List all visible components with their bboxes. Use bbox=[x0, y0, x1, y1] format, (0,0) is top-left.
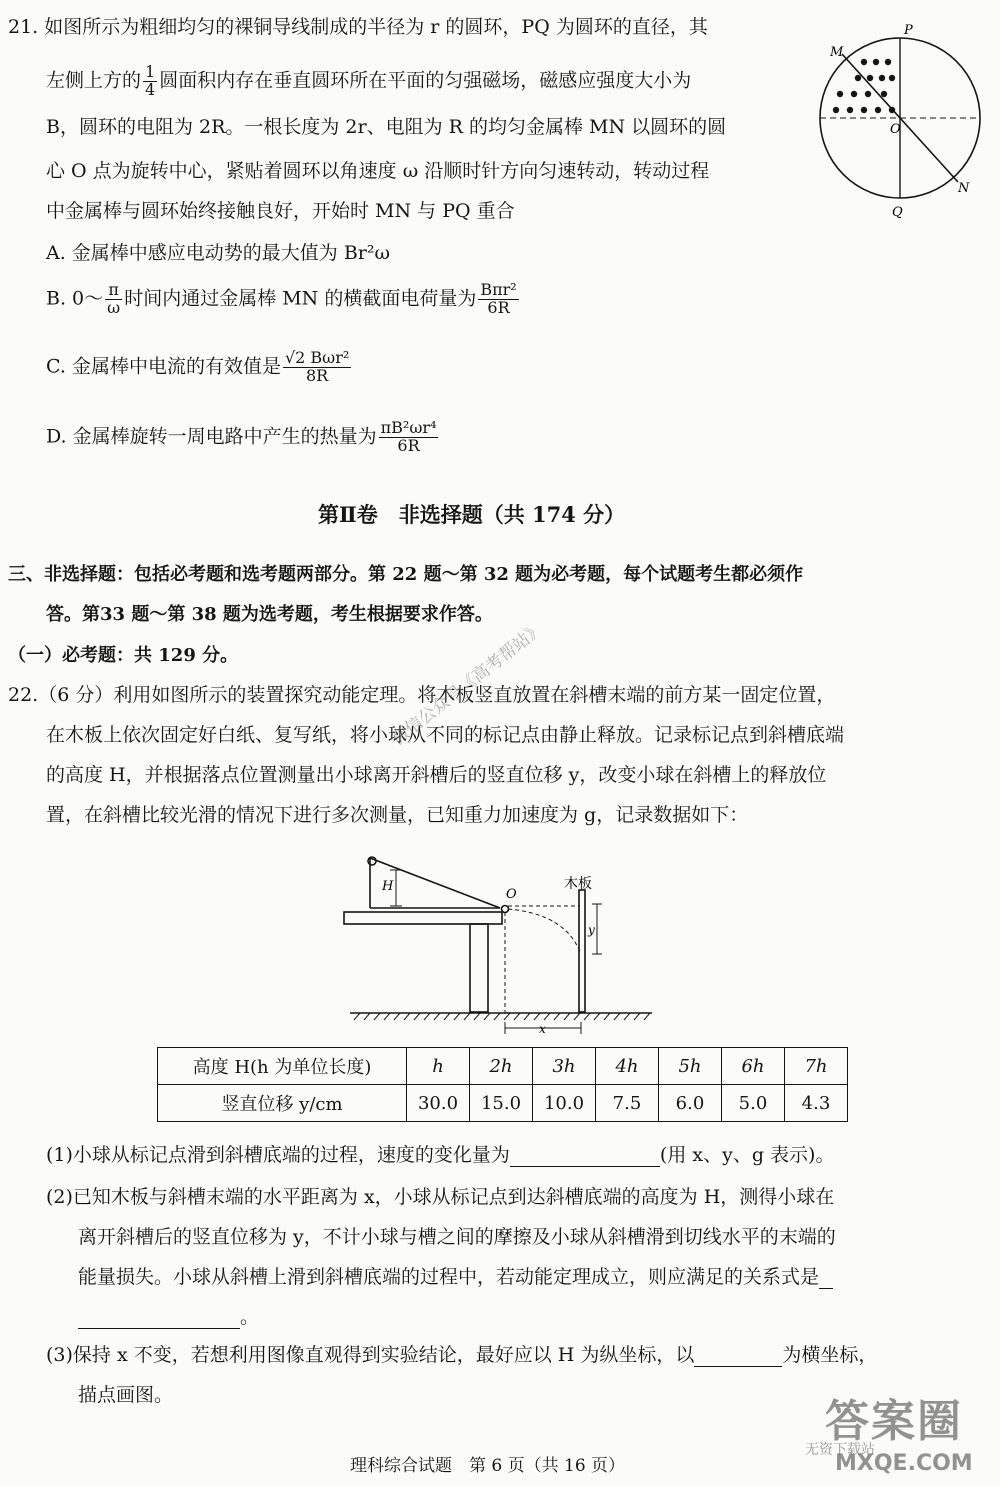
answer-blank-2[interactable] bbox=[78, 1310, 240, 1329]
q22-part-3-line-2: 描点画图。 bbox=[78, 1384, 174, 1406]
logo-site: MXQE.COM bbox=[835, 1451, 973, 1476]
table-cell: 4.3 bbox=[785, 1085, 848, 1122]
table-cell: 6.0 bbox=[659, 1085, 722, 1122]
section3-line-2: 答。第33 题～第 38 题为选考题，考生根据要求作答。 bbox=[46, 604, 493, 625]
label-o: O bbox=[890, 122, 901, 137]
table-cell: 4h bbox=[596, 1048, 659, 1085]
q22-part-2-line-4 bbox=[78, 1306, 259, 1329]
q22-part-2-line-3 bbox=[78, 1266, 833, 1289]
optb-fden: ω bbox=[107, 297, 121, 317]
watermark: 微信公众号《高考帮站》 bbox=[388, 618, 548, 750]
table-cell: 7h bbox=[785, 1048, 848, 1085]
optd-text: D. 金属棒旋转一周电路中产生的热量为 bbox=[46, 425, 377, 448]
optb-result-fraction bbox=[478, 282, 518, 317]
answer-blank-1[interactable] bbox=[510, 1148, 660, 1167]
label-board: 木板 bbox=[564, 876, 592, 892]
q22-line-2: 在木板上依次固定好白纸、复写纸，将小球从不同的标记点由静止释放。记录标记点到斜槽底端 bbox=[46, 724, 845, 746]
table-cell: 3h bbox=[533, 1048, 596, 1085]
q22-line-4: 置，在斜槽比较光滑的情况下进行多次测量，已知重力加速度为 g，记录数据如下： bbox=[46, 804, 749, 826]
p3-text: (3)保持 x 不变，若想利用图像直观得到实验结论，最好应以 H 为纵坐标，以 bbox=[46, 1344, 695, 1366]
q22-part-3 bbox=[46, 1344, 877, 1367]
q21-circle-figure bbox=[812, 18, 992, 228]
label-m: M bbox=[830, 45, 844, 60]
q22-part-1 bbox=[46, 1144, 834, 1167]
q21-line-2b: 圆面积内存在垂直圆环所在平面的匀强磁场，磁感应强度大小为 bbox=[159, 69, 692, 92]
optb-time-fraction bbox=[105, 282, 122, 317]
site-logo bbox=[800, 1385, 990, 1483]
q21-option-c bbox=[46, 350, 353, 385]
table-cell: 2h bbox=[470, 1048, 533, 1085]
quarter-fraction bbox=[143, 64, 157, 99]
q22-data-table bbox=[157, 1047, 848, 1122]
q22-line-3: 的高度 H，并根据落点位置测量出小球离开斜槽后的竖直位移 y，改变小球在斜槽上的释放位 bbox=[46, 764, 827, 786]
optd-num: πB²ωr⁴ bbox=[380, 418, 437, 437]
optc-den: 8R bbox=[306, 365, 329, 385]
page-footer: 理科综合试题 第 6 页（共 16 页） bbox=[350, 1456, 626, 1476]
q21-line-2 bbox=[46, 64, 691, 99]
p1-text: (1)小球从标记点滑到斜槽底端的过程，速度的变化量为 bbox=[46, 1144, 510, 1166]
optc-text: C. 金属棒中电流的有效值是 bbox=[46, 355, 281, 378]
label-h: H bbox=[382, 879, 394, 894]
q21-line-1: 21. 如图所示为粗细均匀的裸铜导线制成的半径为 r 的圆环，PQ 为圆环的直径，其 bbox=[8, 16, 708, 38]
label-y: y bbox=[588, 923, 595, 937]
q21-option-b bbox=[46, 282, 521, 317]
table-header-displacement: 竖直位移 y/cm bbox=[158, 1085, 407, 1122]
table-cell: h bbox=[407, 1048, 470, 1085]
logo-text: 答案圈 bbox=[825, 1396, 963, 1447]
table-row bbox=[158, 1085, 848, 1122]
frac-den: 4 bbox=[145, 79, 156, 99]
table-header-height: 高度 H(h 为单位长度) bbox=[158, 1048, 407, 1085]
logo-subtext: 无资下载站 bbox=[805, 1442, 875, 1458]
table-cell: 5h bbox=[659, 1048, 722, 1085]
optb-rden: 6R bbox=[487, 297, 510, 317]
table-cell: 5.0 bbox=[722, 1085, 785, 1122]
q22-part-2-line-1: (2)已知木板与斜槽末端的水平距离为 x，小球从标记点到达斜槽底端的高度为 H，测得小球在 bbox=[46, 1186, 835, 1208]
required-heading: （一）必考题：共 129 分。 bbox=[8, 645, 239, 666]
answer-blank-3[interactable] bbox=[694, 1348, 782, 1367]
optb-text: 时间内通过金属棒 MN 的横截面电荷量为 bbox=[124, 287, 477, 310]
table-cell: 7.5 bbox=[596, 1085, 659, 1122]
p3-suffix: 为横坐标， bbox=[782, 1344, 878, 1366]
optc-fraction bbox=[283, 350, 351, 385]
table-cell: 6h bbox=[722, 1048, 785, 1085]
table-cell: 15.0 bbox=[470, 1085, 533, 1122]
optd-den: 6R bbox=[397, 435, 420, 455]
label-n: N bbox=[958, 181, 970, 196]
frac-num: 1 bbox=[145, 62, 156, 81]
label-p: P bbox=[904, 23, 913, 38]
table-cell: 10.0 bbox=[533, 1085, 596, 1122]
p1-suffix: (用 x、y、g 表示)。 bbox=[659, 1144, 835, 1166]
q22-line-1: 22.（6 分）利用如图所示的装置探究动能定理。将木板竖直放置在斜槽末端的前方某一固定位置， bbox=[8, 684, 836, 706]
p2-line3-text: 能量损失。小球从斜槽上滑到斜槽底端的过程中，若动能定理成立，则应满足的关系式是 bbox=[78, 1266, 820, 1288]
q22-part-2-line-2: 离开斜槽后的竖直位移为 y，不计小球与槽之间的摩擦及小球从斜槽滑到切线水平的末端的 bbox=[78, 1226, 836, 1248]
optb-rnum: Bπr² bbox=[480, 280, 517, 299]
label-q: Q bbox=[892, 205, 903, 220]
p2-end: 。 bbox=[240, 1306, 260, 1328]
label-x: x bbox=[539, 1022, 546, 1036]
label-o2: O bbox=[506, 887, 517, 902]
optd-fraction bbox=[379, 420, 439, 455]
optb-prefix: B. 0～ bbox=[46, 287, 104, 310]
answer-blank-2-start[interactable] bbox=[819, 1270, 833, 1289]
table-cell: 30.0 bbox=[407, 1085, 470, 1122]
q21-option-a: A. 金属棒中感应电动势的最大值为 Br²ω bbox=[46, 242, 390, 264]
q22-apparatus-figure bbox=[340, 848, 660, 1038]
q21-line-3: B，圆环的电阻为 2R。一根长度为 2r、电阻为 R 的均匀金属棒 MN 以圆环的圆 bbox=[46, 116, 727, 138]
table-row bbox=[158, 1048, 848, 1085]
q21-option-d bbox=[46, 420, 440, 455]
optb-fnum: π bbox=[105, 282, 122, 300]
q21-line-5: 中金属棒与圆环始终接触良好，开始时 MN 与 PQ 重合 bbox=[46, 200, 515, 222]
section3-line-1: 三、非选择题：包括必考题和选考题两部分。第 22 题～第 32 题为必考题，每个试题考生都必须作 bbox=[8, 564, 804, 585]
q21-line-2a: 左侧上方的 bbox=[46, 69, 142, 92]
section-title: 第Ⅱ卷 非选择题（共 174 分） bbox=[318, 502, 626, 527]
optc-num: √2 Bωr² bbox=[284, 348, 350, 367]
q21-line-4: 心 O 点为旋转中心，紧贴着圆环以角速度 ω 沿顺时针方向匀速转动，转动过程 bbox=[46, 160, 710, 182]
